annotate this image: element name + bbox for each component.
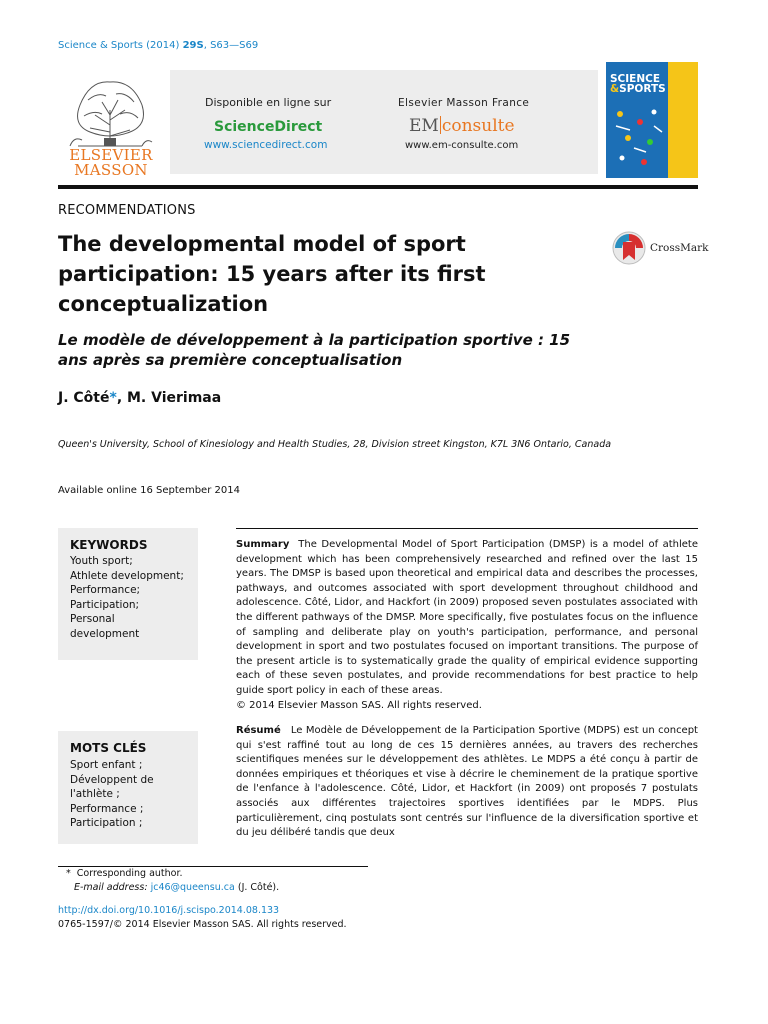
- elsevier-wordmark: [58, 148, 164, 178]
- keywords-heading: KEYWORDS: [70, 538, 148, 552]
- keyword-item: Participation;: [70, 598, 140, 611]
- journal-reference[interactable]: [58, 40, 258, 51]
- em-logo-em: EM: [409, 116, 439, 136]
- journal-volume: 29S: [182, 40, 204, 51]
- footnote: [58, 867, 279, 895]
- elsevier-line2: MASSON: [74, 161, 148, 179]
- summary-abstract: [236, 538, 698, 713]
- footnote-email-link[interactable]: jc46@queensu.ca: [150, 882, 235, 893]
- corresponding-author-marker[interactable]: *: [109, 390, 117, 406]
- keywords-box: [58, 528, 198, 660]
- resume-abstract: [236, 724, 698, 839]
- available-online-date: Available online 16 September 2014: [58, 485, 240, 496]
- affiliation: Queen's University, School of Kinesiology and Health Studies, 28, Division street Kingston, K7L 3N6 Ontario, Canada: [58, 439, 612, 450]
- em-consulte-url[interactable]: www.em-consulte.com: [405, 140, 519, 151]
- doi-link[interactable]: http://dx.doi.org/10.1016/j.scispo.2014.08.133: [58, 905, 280, 916]
- footnote-email-label: E-mail address:: [74, 882, 148, 893]
- author-cote: J. Côté: [58, 390, 110, 406]
- sciencedirect-url[interactable]: www.sciencedirect.com: [204, 139, 328, 151]
- keyword-item: Performance;: [70, 584, 141, 596]
- cover-sports-illustration-icon: [610, 102, 670, 172]
- issn-copyright: 0765-1597/© 2014 Elsevier Masson SAS. All rights reserved.: [58, 919, 347, 930]
- mot-cle-item: Participation ;: [70, 817, 143, 829]
- journal-pages: , S63—S69: [203, 40, 259, 51]
- keyword-item: Youth sport;: [70, 555, 133, 567]
- cover-yellow-stripe: [668, 62, 698, 178]
- journal-name: Science & Sports (2014): [58, 40, 180, 51]
- mots-cles-list: [70, 758, 158, 831]
- em-logo-divider: [440, 116, 441, 134]
- sciencedirect-available-label: Disponible en ligne sur: [205, 96, 332, 109]
- mot-cle-item: Sport enfant ;: [70, 759, 143, 771]
- keyword-item: Athlete development;: [70, 569, 184, 582]
- resume-label: Résumé: [236, 725, 281, 736]
- section-label: RECOMMENDATIONS: [58, 203, 196, 218]
- article-title: The developmental model of sport participation: 15 years after its first conceptualization: [58, 232, 486, 316]
- mots-cles-box: [58, 731, 198, 844]
- author-list: [58, 390, 221, 406]
- keyword-item: Personal development: [70, 613, 140, 640]
- sciencedirect-name[interactable]: ScienceDirect: [214, 119, 323, 135]
- em-logo-consulte: consulte: [441, 116, 515, 136]
- em-consulte-logo[interactable]: [409, 116, 515, 136]
- cover-title-amp: &: [610, 83, 620, 95]
- summary-copyright: © 2014 Elsevier Masson SAS. All rights reserved.: [236, 699, 482, 711]
- crossmark-badge[interactable]: [612, 230, 712, 266]
- summary-text: The Developmental Model of Sport Participation (DMSP) is a model of athlete development which has been comprehensively researched and refined over the last 15 years. The DMSP is based upon theoretical and empirical data and describes the processes, pathways, and outcomes associated with sport development throughout childhood and adolescence. Côté, Lidor, and Hackfort (in 2009) proposed seven postulates associated with the different pathways of the DMSP. More specifically, five postulates focus on the influence of sampling and deliberate play on youth's participation, performance, and personal development in sport and two postulates focused on important transitions. The purpose of the present article is to systematically grade the quality of empirical evidence supporting each of these seven postulates, and provide recommendations for best practice to help guide sport policy in each of these areas.: [236, 539, 698, 696]
- footnote-email-suffix: (J. Côté).: [237, 882, 280, 893]
- mot-cle-item: Performance ;: [70, 802, 144, 815]
- footnote-star: *: [66, 868, 71, 879]
- author-vierimaa: , M. Vierimaa: [116, 390, 222, 406]
- cover-title-line1: SCIENCE: [610, 73, 661, 85]
- mot-cle-item: Développent de l'athlète ;: [70, 773, 154, 800]
- resume-text: Le Modèle de Développement de la Participation Sportive (MDPS) est un concept qui s'est raffiné tout au long de ces 15 dernières années, au travers des recherches scientifiques menées sur le développement des athlètes. Le MDPS a été conçu à partir de données empiriques et théoriques et vise à décrire le cheminement de la pratique sportive de l'enfance à l'adolescence. Côté, Lidor, et Hackfort (in 2009) ont proposés 7 postulats associés aux différentes trajectoires sportives identifiées par le MDPS. Plus particulièrement, cinq postulats sont centrés sur l'influence de la diversification sportive et du jeu délibéré tandis que deux: [236, 725, 698, 839]
- keywords-list: [70, 554, 194, 641]
- mots-cles-heading: MOTS CLÉS: [70, 741, 147, 755]
- em-publisher-label: Elsevier Masson France: [398, 97, 530, 109]
- footnote-corresponding: Corresponding author.: [76, 868, 183, 879]
- elsevier-line1: ELSEVIER: [69, 146, 153, 164]
- header-rule: [58, 185, 698, 189]
- cover-title: [610, 74, 666, 94]
- cover-title-line2: SPORTS: [619, 83, 666, 95]
- journal-cover: [606, 62, 698, 178]
- crossmark-icon: [612, 230, 646, 266]
- crossmark-label: CrossMark: [650, 242, 709, 254]
- abstract-rule: [236, 528, 698, 529]
- summary-label: Summary: [236, 539, 290, 550]
- article-subtitle: Le modèle de développement à la participation sportive : 15 ans après sa première conceptualisation: [58, 331, 571, 369]
